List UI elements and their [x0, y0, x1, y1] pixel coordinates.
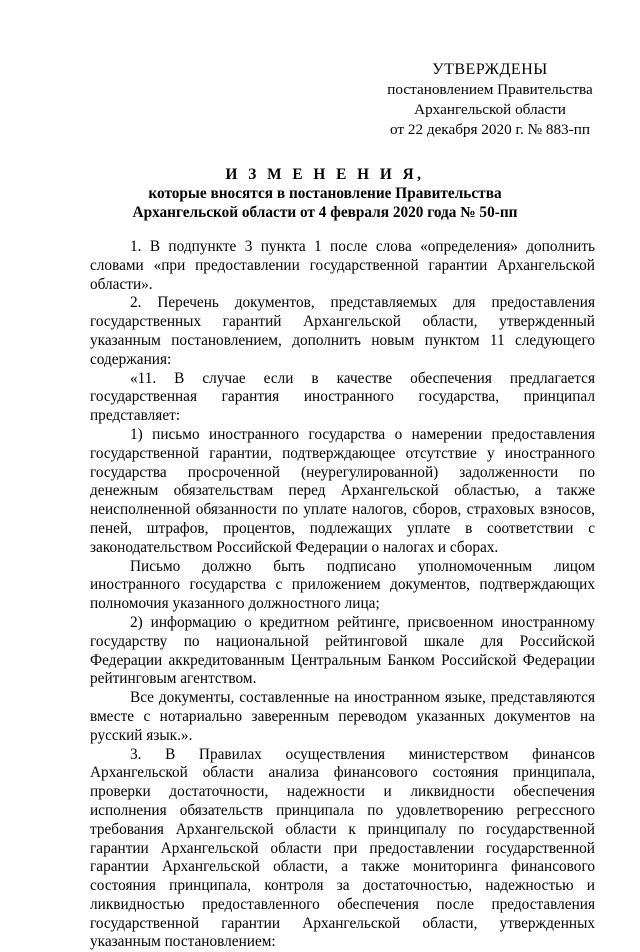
paragraph-7: Все документы, составленные на иностранном языке, представляются вместе с нотариально заверенным переводом указанных документов на русский язык.».	[90, 689, 595, 744]
paragraph-8: 3. В Правилах осуществления министерством финансов Архангельской области анализа финансового состояния принципала, проверки достаточности, надежности и ликвидности обеспечения исполнения обязательств принципала по удовлетворению регрессного требования Архангельской области к принципалу по государственной гарантии Архангельской области при предоставлении государственной гарантии Архангельской области, а также мониторинга финансового состояния принципала, контроля за достаточностью, надежностью и ликвидностью предоставленного обеспечения после предоставления государственной гарантии Архангельской области, утвержденных указанным постановлением:	[90, 745, 595, 951]
paragraph-1: 1. В подпункте 3 пункта 1 после слова «определения» дополнить словами «при предоставлении государственной гарантии Архангельской области».	[90, 238, 595, 293]
heading-title: И З М Е Н Е Н И Я,	[225, 166, 425, 183]
approval-line-1: постановлением Правительства	[387, 81, 593, 98]
approval-line-3: от 22 декабря 2020 г. № 883-пп	[390, 121, 590, 138]
paragraph-2: 2. Перечень документов, представляемых для предоставления государственных гарантий Архангельской области, утвержденный указанным постановлением, дополнить новым пунктом 11 следующего содержания:	[90, 294, 595, 368]
approval-stamp	[380, 60, 600, 140]
document-body	[90, 238, 595, 952]
paragraph-6: 2) информацию о кредитном рейтинге, присвоенном иностранному государству по национальной рейтинговой шкале для Российской Федерации аккредитованным Центральным Банком Российской Федерации рейтинговым агентством.	[90, 613, 595, 688]
approval-title: УТВЕРЖДЕНЫ	[432, 61, 548, 78]
paragraph-3: «11. В случае если в качестве обеспечения предлагается государственная гарантия иностранного государства, принципал представляет:	[90, 369, 595, 425]
document-heading	[60, 165, 590, 222]
heading-line-1: которые вносятся в постановление Правительства	[148, 185, 502, 202]
paragraph-4: 1) письмо иностранного государства о намерении предоставления государственной гарантии, подтверждающее отсутствие у иностранного государства просроченной (неурегулированной) задолженности по денежным обязательствам перед Архангельской областью, а также неисполненной обязанности по уплате налогов, сборов, страховых взносов, пеней, штрафов, процентов, подлежащих уплате в соответствии с законодательством Российской Федерации о налогах и сборах.	[90, 425, 595, 556]
approval-line-2: Архангельской области	[414, 101, 566, 118]
paragraph-5: Письмо должно быть подписано уполномоченным лицом иностранного государства с приложением документов, подтверждающих полномочия указанного должностного лица;	[90, 557, 595, 613]
heading-line-2: Архангельской области от 4 февраля 2020 года № 50-пп	[132, 204, 518, 221]
